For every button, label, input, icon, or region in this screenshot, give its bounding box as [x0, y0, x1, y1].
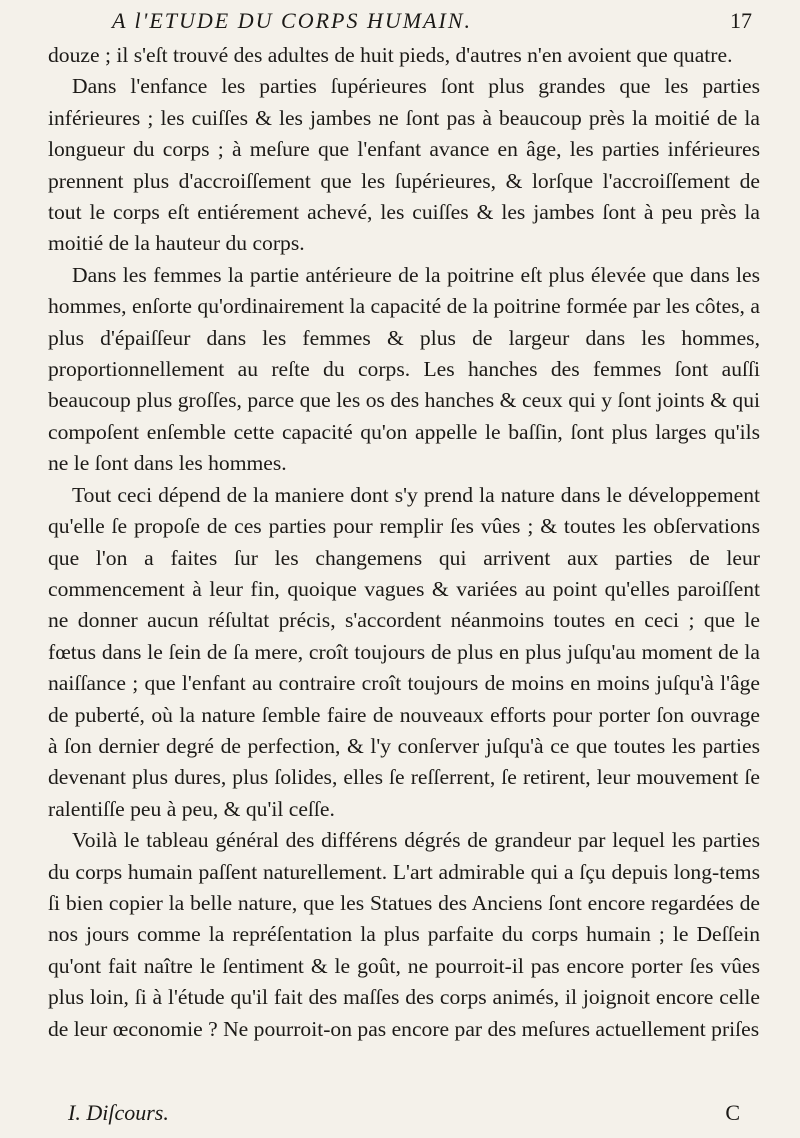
gathering-signature: C: [725, 1100, 740, 1125]
paragraph-nature-development: Tout ceci dépend de la maniere dont s'y prend la nature dans le développement qu'elle ſe propoſe de ces parties pour remplir ſes vûes ; & toutes les obſervations que l'on a faites ſur les changemens qui arrivent aux parties de leur commencement à leur fin, quoique vagues & variées au point qu'elles paroiſſent ne donner aucun réſultat précis, s'accordent néanmoins toutes en ceci ; que le fœtus dans le ſein de ſa mere, croît toujours de plus en plus juſqu'au moment de la naiſſance ; que l'enfant au contraire croît toujours de moins en moins juſqu'à l'âge de puberté, où la nature ſemble faire de nouveaux efforts pour porter ſon ouvrage à ſon dernier degré de perfection, & l'y conſerver juſqu'à ce que toutes les parties devenant plus dures, plus ſolides, elles ſe reſſerrent, ſe retirent, leur mouvement ſe ralentiſſe peu à peu, & qu'il ceſſe.: [48, 482, 760, 821]
page-footer: [48, 1100, 760, 1134]
body-text: [48, 40, 760, 1045]
signature-line: I. Diſcours.: [68, 1100, 169, 1125]
paragraph-childhood-proportions: Dans l'enfance les parties ſupérieures ſont plus grandes que les parties inférieures ; les cuiſſes & les jambes ne ſont pas à beaucoup près la moitié de la longueur du corps ; à meſure que l'enfant avance en âge, les parties inférieures prennent plus d'accroiſſement que les ſupérieures, & lorſque l'accroiſſement de tout le corps eſt entiérement achevé, les cuiſſes & les jambes ſont à peu près la moitié de la hauteur du corps.: [48, 74, 760, 256]
running-title: A l'ETUDE DU CORPS HUMAIN.: [112, 8, 472, 33]
paragraph-women-chest: Dans les femmes la partie antérieure de la poitrine eſt plus élevée que dans les hommes, enſorte qu'ordinairement la capacité de la poitrine formée par les côtes, a plus d'épaiſſeur dans les femmes & plus de largeur dans les hommes, proportionnellement au reſte du corps. Les hanches des femmes ſont auſſi beaucoup plus groſſes, parce que les os des hanches & ceux qui y ſont joints & qui compoſent enſemble cette capacité qu'on appelle le baſſin, ſont plus larges qu'ils ne le ſont dans les hommes.: [48, 262, 760, 476]
running-header: [70, 8, 760, 42]
paragraph-art-tableau: Voilà le tableau général des différens dégrés de grandeur par lequel les parties du corps humain paſſent naturellement. L'art admirable qui a ſçu depuis long-tems ſi bien copier la belle nature, que les Statues des Anciens ſont encore regardées de nos jours comme la repréſentation la plus parfaite du corps humain ; le Deſſein qu'ont fait naître le ſentiment & le goût, ne pourroit-il pas encore porter ſes vûes plus loin, ſi à l'étude qu'il fait des maſſes des corps animés, il joignoit encore celle de leur œconomie ? Ne pourroit-on pas encore par des meſures actuellement priſes: [48, 828, 760, 1041]
page-number: 17: [730, 8, 752, 33]
paragraph-continuation: douze ; il s'eſt trouvé des adultes de huit pieds, d'autres n'en avoient que quatre.: [48, 43, 733, 67]
